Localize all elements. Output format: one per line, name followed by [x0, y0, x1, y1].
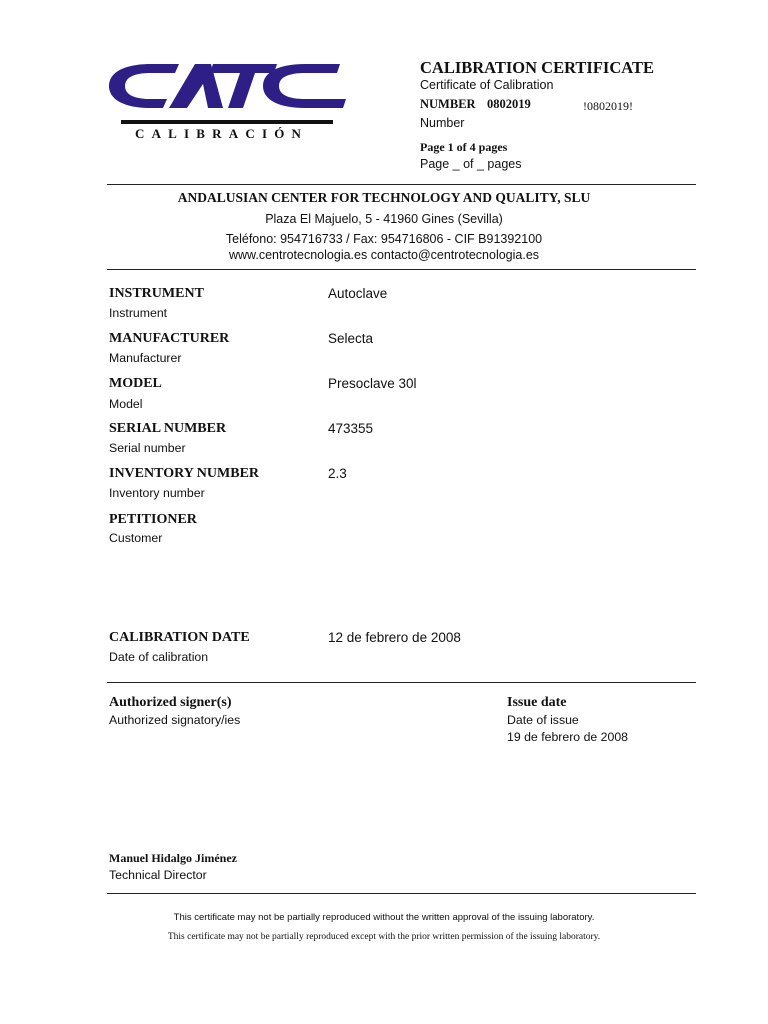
calibration-date-label: CALIBRATION DATE	[109, 630, 250, 645]
organization-name: ANDALUSIAN CENTER FOR TECHNOLOGY AND QUALITY, SLU	[177, 190, 591, 205]
petitioner-label: PETITIONER	[109, 512, 197, 527]
serial-value: 473355	[328, 421, 374, 436]
model-label: MODEL	[109, 376, 162, 391]
issue-date-value: 19 de febrero de 2008	[507, 730, 629, 744]
signers-sub: Authorized signatory/ies	[109, 713, 241, 727]
petitioner-sub: Customer	[109, 531, 163, 545]
divider-org	[107, 269, 696, 270]
manufacturer-sub: Manufacturer	[109, 351, 182, 365]
instrument-sub: Instrument	[109, 306, 168, 320]
serial-sub: Serial number	[109, 441, 186, 455]
issue-date-label: Issue date	[507, 695, 567, 710]
logo-subtitle: CALIBRACIÓN	[135, 126, 309, 141]
inventory-sub: Inventory number	[109, 486, 205, 500]
pages-sub: Page _ of _ pages	[420, 157, 522, 171]
instrument-value: Autoclave	[328, 286, 388, 301]
number-sub: Number	[420, 116, 465, 130]
signer-role: Technical Director	[109, 868, 207, 882]
instrument-label: INSTRUMENT	[109, 286, 204, 301]
number-stamp: !0802019!	[583, 99, 633, 113]
organization-contact: Teléfono: 954716733 / Fax: 954716806 - CIF B91392100	[225, 232, 543, 246]
model-value: Presoclave 30l	[328, 376, 417, 391]
footer-note-1: This certificate may not be partially reproduced without the written approval of the issuing laboratory.	[173, 912, 595, 923]
model-sub: Model	[109, 397, 143, 411]
pages-label: Page 1 of 4 pages	[420, 140, 508, 154]
issue-date-sub: Date of issue	[507, 713, 579, 727]
inventory-label: INVENTORY NUMBER	[109, 466, 260, 481]
manufacturer-label: MANUFACTURER	[109, 331, 230, 346]
number-label: NUMBER	[420, 97, 476, 111]
organization-address: Plaza El Majuelo, 5 - 41960 Gines (Sevilla)	[265, 212, 503, 226]
serial-label: SERIAL NUMBER	[109, 421, 227, 436]
signers-label: Authorized signer(s)	[109, 695, 232, 710]
divider-fields	[107, 682, 696, 683]
organization-web: www.centrotecnologia.es contacto@centrotecnologia.es	[228, 248, 540, 262]
divider-bottom	[107, 893, 696, 894]
divider-top	[107, 184, 696, 185]
signer-name: Manuel Hidalgo Jiménez	[109, 851, 237, 865]
number-value: 0802019	[487, 97, 531, 111]
certificate-subtitle: Certificate of Calibration	[420, 78, 554, 92]
inventory-value: 2.3	[328, 466, 347, 481]
calibration-date-sub: Date of calibration	[109, 650, 209, 664]
footer-note-2: This certificate may not be partially reproduced except with the prior written permission of the issuing laboratory.	[167, 932, 601, 942]
certificate-title: CALIBRATION CERTIFICATE	[420, 58, 654, 77]
calibration-date-value: 12 de febrero de 2008	[328, 630, 461, 645]
manufacturer-value: Selecta	[328, 331, 374, 346]
